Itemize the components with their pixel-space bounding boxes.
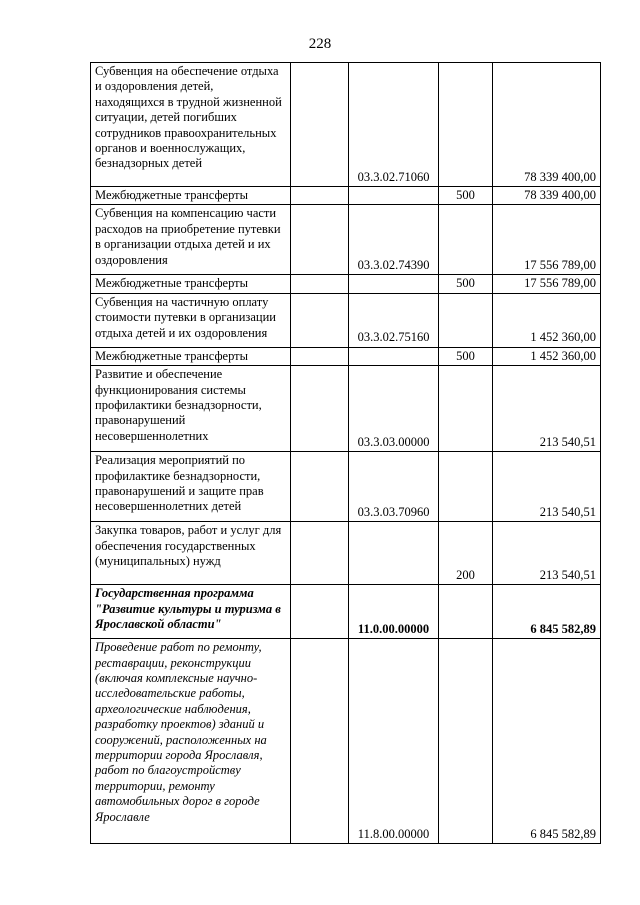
row-amount: 6 845 582,89 — [493, 639, 601, 844]
row-name: Межбюджетные трансферты — [91, 347, 291, 365]
table-row — [91, 63, 601, 187]
row-name: Государственная программа "Развитие культуры и туризма в Ярославской области" — [91, 585, 291, 639]
row-code: 03.3.02.71060 — [349, 63, 439, 187]
table-row — [91, 585, 601, 639]
row-code — [349, 187, 439, 205]
row-name: Проведение работ по ремонту, реставрации, реконструкции (включая комплексные научно-исследовательские работы, археологические наблюдения, разработку проектов) зданий и сооружений, расположенных на территории города Ярославля, работ по благоустройству территории, ремонту автомобильных дорог в городе Ярославле — [91, 639, 291, 844]
row-blank — [291, 522, 349, 585]
row-blank — [291, 347, 349, 365]
table-row — [91, 275, 601, 293]
row-name: Развитие и обеспечение функционирования системы профилактики безнадзорности, правонарушений несовершеннолетних — [91, 366, 291, 452]
row-code: 11.0.00.00000 — [349, 585, 439, 639]
row-name: Межбюджетные трансферты — [91, 275, 291, 293]
row-code: 03.3.03.00000 — [349, 366, 439, 452]
row-type: 500 — [439, 275, 493, 293]
row-type: 200 — [439, 522, 493, 585]
row-amount: 78 339 400,00 — [493, 63, 601, 187]
row-blank — [291, 275, 349, 293]
row-amount: 1 452 360,00 — [493, 347, 601, 365]
row-amount: 17 556 789,00 — [493, 275, 601, 293]
row-name: Субвенция на компенсацию части расходов на приобретение путевки в организации отдыха детей и их оздоровления — [91, 205, 291, 275]
row-blank — [291, 63, 349, 187]
row-name: Субвенция на частичную оплату стоимости путевки в организации отдыха детей и их оздоровления — [91, 293, 291, 347]
row-type — [439, 585, 493, 639]
row-type: 500 — [439, 347, 493, 365]
row-name: Реализация мероприятий по профилактике безнадзорности, правонарушений и защите прав несовершеннолетних детей — [91, 452, 291, 522]
row-code: 03.3.02.75160 — [349, 293, 439, 347]
table-row — [91, 366, 601, 452]
table-row — [91, 522, 601, 585]
row-code: 03.3.02.74390 — [349, 205, 439, 275]
row-code — [349, 347, 439, 365]
row-code — [349, 522, 439, 585]
row-type — [439, 63, 493, 187]
row-blank — [291, 187, 349, 205]
row-type — [439, 205, 493, 275]
page-number: 228 — [308, 36, 332, 52]
row-blank — [291, 452, 349, 522]
row-blank — [291, 639, 349, 844]
row-name: Субвенция на обеспечение отдыха и оздоровления детей, находящихся в трудной жизненной ситуации, детей погибших сотрудников правоохранительных органов и военнослужащих, безнадзорных детей — [91, 63, 291, 187]
row-type — [439, 639, 493, 844]
budget-table — [90, 62, 601, 844]
row-code: 11.8.00.00000 — [349, 639, 439, 844]
table-row — [91, 205, 601, 275]
table-row — [91, 452, 601, 522]
row-amount: 17 556 789,00 — [493, 205, 601, 275]
row-code: 03.3.03.70960 — [349, 452, 439, 522]
table-row — [91, 187, 601, 205]
row-name: Межбюджетные трансферты — [91, 187, 291, 205]
row-blank — [291, 585, 349, 639]
row-name: Закупка товаров, работ и услуг для обеспечения государственных (муниципальных) нужд — [91, 522, 291, 585]
row-type — [439, 293, 493, 347]
row-type — [439, 366, 493, 452]
row-amount: 6 845 582,89 — [493, 585, 601, 639]
table-row — [91, 639, 601, 844]
row-amount: 213 540,51 — [493, 366, 601, 452]
row-type: 500 — [439, 187, 493, 205]
row-blank — [291, 293, 349, 347]
row-amount: 78 339 400,00 — [493, 187, 601, 205]
row-code — [349, 275, 439, 293]
row-blank — [291, 366, 349, 452]
row-amount: 213 540,51 — [493, 522, 601, 585]
table-row — [91, 293, 601, 347]
row-type — [439, 452, 493, 522]
row-amount: 1 452 360,00 — [493, 293, 601, 347]
table-row — [91, 347, 601, 365]
row-amount: 213 540,51 — [493, 452, 601, 522]
row-blank — [291, 205, 349, 275]
